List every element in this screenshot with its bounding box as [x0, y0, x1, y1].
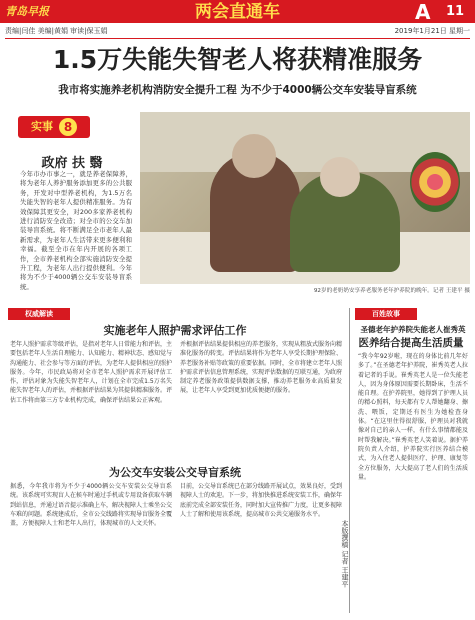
column-text: 今年市办市事之一，就是养老保障养，将为老年人养护服务添加更多的公共服务，开发对中型养老机构，为1.5万名失能失智的老年人提供精准服务。为有效保障其更安全，对200多家养老机构进行消防安全改造；对全市的公交车加装导盲系统。将不断满足全市老年人最新需求，为老年人生活带来更多便利和幸福。截至全市在年内开展的各项工作，全市养老机构全部实施消防安全提升工程，为老年人出行提供便利。今年将为不少于4000辆公交车安装导盲系统。 [20, 170, 132, 291]
article-paragraph: 目前，公交导盲系统已在部分线路开展试点，效果良好，受到视障人士的欢迎。下一步，将加快推进系统安装工作，确保年底前完成全部安装任务，同时加大宣传推广力度，让更多视障人士了解和使用该系统，提高城市公共交通服务水平。 [180, 483, 343, 518]
editor-line [5, 26, 470, 38]
header-divider [5, 38, 470, 39]
newspaper-logo: 青岛早报 [5, 5, 49, 18]
sidebar-kicker: 圣德老年护养院失能老人崔秀英 [360, 325, 466, 334]
issue-date: 2019年1月21日 星期一 [394, 27, 470, 35]
sidebar-body: “我今年92岁啦，现在的身体比前几年好多了。”在圣德老年护养院，崔秀英老人拉着记者的手说。崔秀英老人是一位失能老人，因为身体原因需要长期卧床，生活不能自理。在护养院里，她得到了护理人员的精心照料，每天都有专人帮她翻身、擦洗、喂饭，定期还有医生为她检查身体。“在这里住得很舒服，护理员对我就像对自己的亲人一样，有什么事情都能及时帮我解决。”崔秀英老人笑着说。据护养院负责人介绍，护养院实行医养结合模式，为入住老人提供医疗、护理、康复等全方位服务，大大提高了老人们的生活质量。 [358, 353, 468, 481]
section-letter: A [415, 0, 431, 24]
vertical-credit: 本版撰稿 记者 王建平 [341, 520, 349, 588]
article-paragraph: 据悉，今年我市将为不少于4000辆公交车安装公交导盲系统。该系统可实现盲人在候车时通过手机或专用设备获取车辆到站信息，并通过语音提示准确上车，解决视障人士乘坐公交车难的问题。系统建成后，全市公交线路将实现导盲服务全覆盖，方便视障人士和老年人出行，体现城市的人文关怀。 [10, 483, 173, 528]
shishi-badge [18, 116, 90, 138]
section-heading-assessment: 实施老年人照护需求评估工作 [103, 324, 247, 337]
sidebar-headline: 医养结合提高生活质量 [358, 337, 464, 349]
news-photo [140, 112, 470, 284]
article-paragraph: 老年人照护需求等级评估，是指对老年人日常能力和评估，主要包括老年人生活自理能力、认知能力、精神状态、感知觉与沟通能力、社会参与等方面的评估，为老年人提供相应的照护服务。今年，市民政局将对全市老年人照护需求开展评估工作，评估对象为失能失智老年人，计划在全市完成1.5万名失能失智老年人的评估，并根据评估结果为其提供精准服务。评估工作将由第三方专业机构完成，确保评估结果公正客观。 [10, 341, 173, 404]
column-divider [349, 308, 350, 613]
sub-headline: 我市将实施养老机构消防安全提升工程 为不少于4000辆公交车安装导盲系统 [58, 84, 417, 96]
page-number: 11 [446, 4, 465, 19]
main-headline: 1.5万失能失智老人将获精准服务 [52, 45, 423, 74]
section-heading-bus: 为公交车安装公交导盲系统 [109, 466, 241, 479]
badge-number: 8 [59, 118, 77, 136]
editors-credit: 责编|闫佳 美编|黄娟 审读|保玉娟 [5, 27, 108, 35]
column-title: 政府 扶 翳 [41, 156, 103, 171]
badge-label: 实事 [31, 120, 53, 133]
story-tag: 百姓故事 [355, 308, 417, 320]
article-paragraph: 并根据评估结果提供相应的养老服务，实现从粗放式服务向精准化服务的转变。评估结果将作为老年人享受长期护理保险、养老服务补贴等政策的重要依据。同时，全市将建立老年人照护需求评估信息管理系统，实现评估数据的互联互通，为政府制定养老服务政策提供数据支撑，推动养老服务业高质量发展，让老年人享受到更加优质便捷的服务。 [180, 341, 343, 395]
photo-caption: 92岁的老奶奶安享养老服务老年护养院的晚年。记者 王建平 摄 [313, 288, 470, 294]
section-title: 两会直通车 [195, 2, 280, 22]
authority-tag: 权威解读 [8, 308, 70, 320]
